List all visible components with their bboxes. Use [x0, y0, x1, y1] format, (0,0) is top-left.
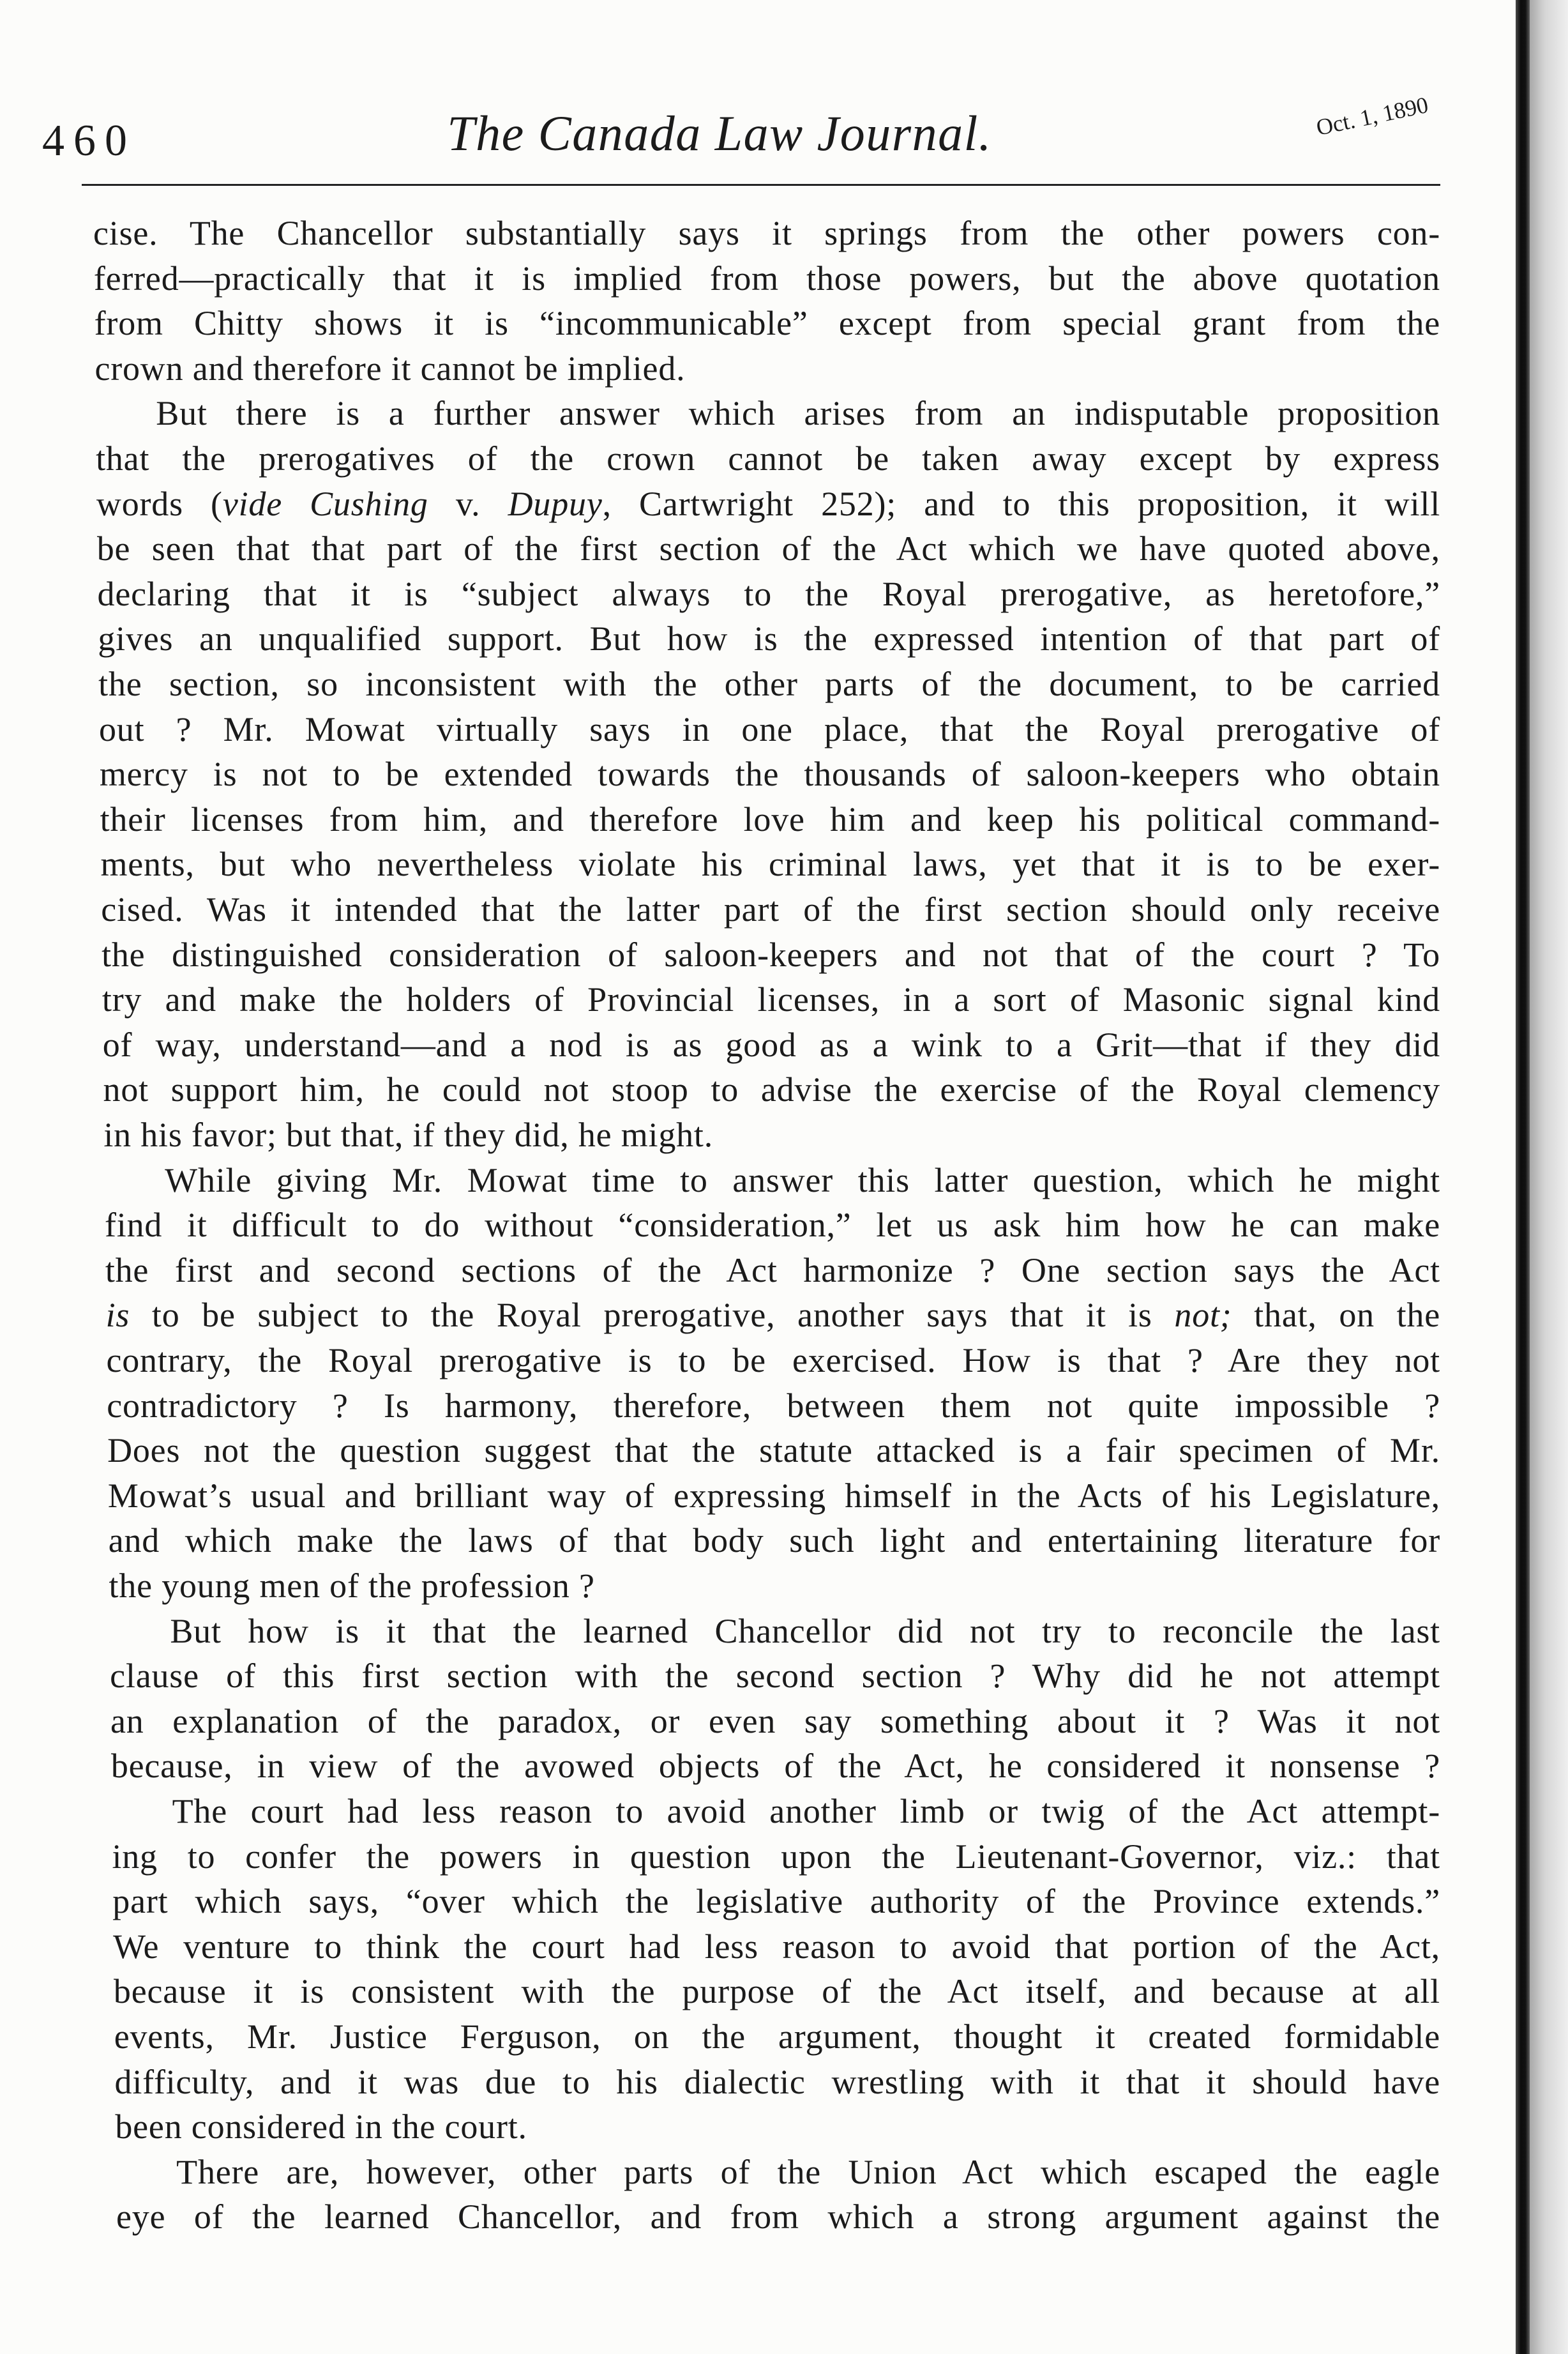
text-line: because it is consistent with the purpose of the Act itself, and because at all	[113, 1972, 1440, 2011]
text-line: of way, understand—and a nod is as good as a wink to a Grit—that if they did	[102, 1025, 1440, 1064]
text-line	[96, 482, 1440, 527]
italic-text: is	[105, 1296, 130, 1335]
text-line: and which make the laws of that body such light and entertaining literature for	[108, 1521, 1440, 1560]
text-line: But there is a further answer which arises from an indisputable proposition	[156, 394, 1440, 433]
text-line: Does not the question suggest that the statute attacked is a fair specimen of Mr.	[107, 1431, 1440, 1470]
text-line: We venture to think the court had less reason to avoid that portion of the Act,	[113, 1927, 1440, 1966]
text-line: events, Mr. Justice Ferguson, on the argument, thought it created formidable	[114, 2017, 1440, 2056]
text-run: v.	[428, 484, 508, 523]
italic-text: not;	[1174, 1296, 1232, 1335]
text-line: gives an unqualified support. But how is the expressed intention of that part of	[98, 619, 1440, 658]
text-line: try and make the holders of Provincial licenses, in a sort of Masonic signal kind	[102, 980, 1440, 1019]
text-run: that, on the	[1232, 1296, 1440, 1335]
text-line: mercy is not to be extended towards the thousands of saloon-keepers who obtain	[99, 755, 1440, 794]
text-line: part which says, “over which the legislative authority of the Province extends.”	[112, 1882, 1440, 1921]
text-run: words (	[96, 484, 223, 523]
issue-date: Oct. 1, 1890	[1314, 91, 1431, 140]
text-line: the first and second sections of the Act harmonize ? One section says the Act	[105, 1250, 1440, 1289]
text-line: clause of this first section with the second section ? Why did he not attempt	[110, 1657, 1440, 1696]
text-line: ing to confer the powers in question upon the Lieutenant-Governor, viz.: that	[112, 1837, 1440, 1876]
text-line: be seen that that part of the first section of the Act which we have quoted above,	[96, 529, 1440, 568]
italic-text: vide Cushing	[222, 484, 428, 523]
text-line: declaring that it is “subject always to the Royal prerogative, as heretofore,”	[97, 574, 1440, 613]
text-line: cised. Was it intended that the latter part of the first section should only receive	[101, 890, 1440, 929]
text-line: the section, so inconsistent with the other parts of the document, to be carried	[98, 665, 1440, 703]
text-line: While giving Mr. Mowat time to answer this latter question, which he might	[165, 1160, 1440, 1199]
text-line: Mowat’s usual and brilliant way of expressing himself in the Acts of his Legislature,	[107, 1476, 1440, 1515]
text-run: to be subject to the Royal prerogative, another says that it is	[130, 1296, 1175, 1335]
text-line: out ? Mr. Mowat virtually says in one place, that the Royal prerogative of	[99, 710, 1440, 748]
text-line: not support him, he could not stoop to advise the exercise of the Royal clemency	[103, 1070, 1440, 1109]
text-line: ferred—practically that it is implied from those powers, but the above quotation	[93, 259, 1440, 298]
text-line: find it difficult to do without “consideration,” let us ask him how he can make	[105, 1206, 1440, 1245]
text-line: There are, however, other parts of the Union Act which escaped the eagle	[176, 2152, 1440, 2191]
text-line: But how is it that the learned Chancellor did not try to reconcile the last	[170, 1611, 1440, 1650]
text-line: the distinguished consideration of saloon-keepers and not that of the court ? To	[102, 935, 1440, 974]
text-line: been considered in the court.	[115, 2107, 527, 2146]
text-line: The court had less reason to avoid another limb or twig of the Act attempt-	[172, 1792, 1440, 1830]
text-line: because, in view of the avowed objects of the Act, he considered it nonsense ?	[110, 1747, 1440, 1786]
text-line	[106, 1293, 1440, 1338]
text-line: the young men of the profession ?	[109, 1567, 595, 1605]
text-line: contradictory ? Is harmony, therefore, between them not quite impossible ?	[107, 1386, 1440, 1425]
text-line: from Chitty shows it is “incommunicable” except from special grant from the	[94, 304, 1440, 343]
page-number: 460	[42, 116, 136, 165]
text-run: , Cartwright 252); and to this proposition, it will	[602, 484, 1440, 523]
journal-title: The Canada Law Journal.	[447, 105, 992, 161]
text-line: their licenses from him, and therefore love him and keep his political command-	[100, 800, 1440, 839]
text-line: eye of the learned Chancellor, and from which a strong argument against the	[116, 2198, 1440, 2236]
text-line: contrary, the Royal prerogative is to be exercised. How is that ? Are they not	[106, 1341, 1440, 1379]
text-line: difficulty, and it was due to his dialectic wrestling with it that it should have	[114, 2062, 1440, 2101]
text-line: crown and therefore it cannot be implied.	[94, 349, 686, 388]
text-line: that the prerogatives of the crown cannot be taken away except by express	[96, 439, 1440, 478]
italic-text: Dupuy	[508, 484, 603, 523]
text-line: an explanation of the paradox, or even say something about it ? Was it not	[110, 1701, 1440, 1740]
text-line: in his favor; but that, if they did, he might.	[103, 1116, 714, 1154]
text-line: ments, but who nevertheless violate his criminal laws, yet that it is to be exer-	[100, 845, 1440, 884]
text-line: cise. The Chancellor substantially says it springs from the other powers con-	[93, 214, 1440, 252]
